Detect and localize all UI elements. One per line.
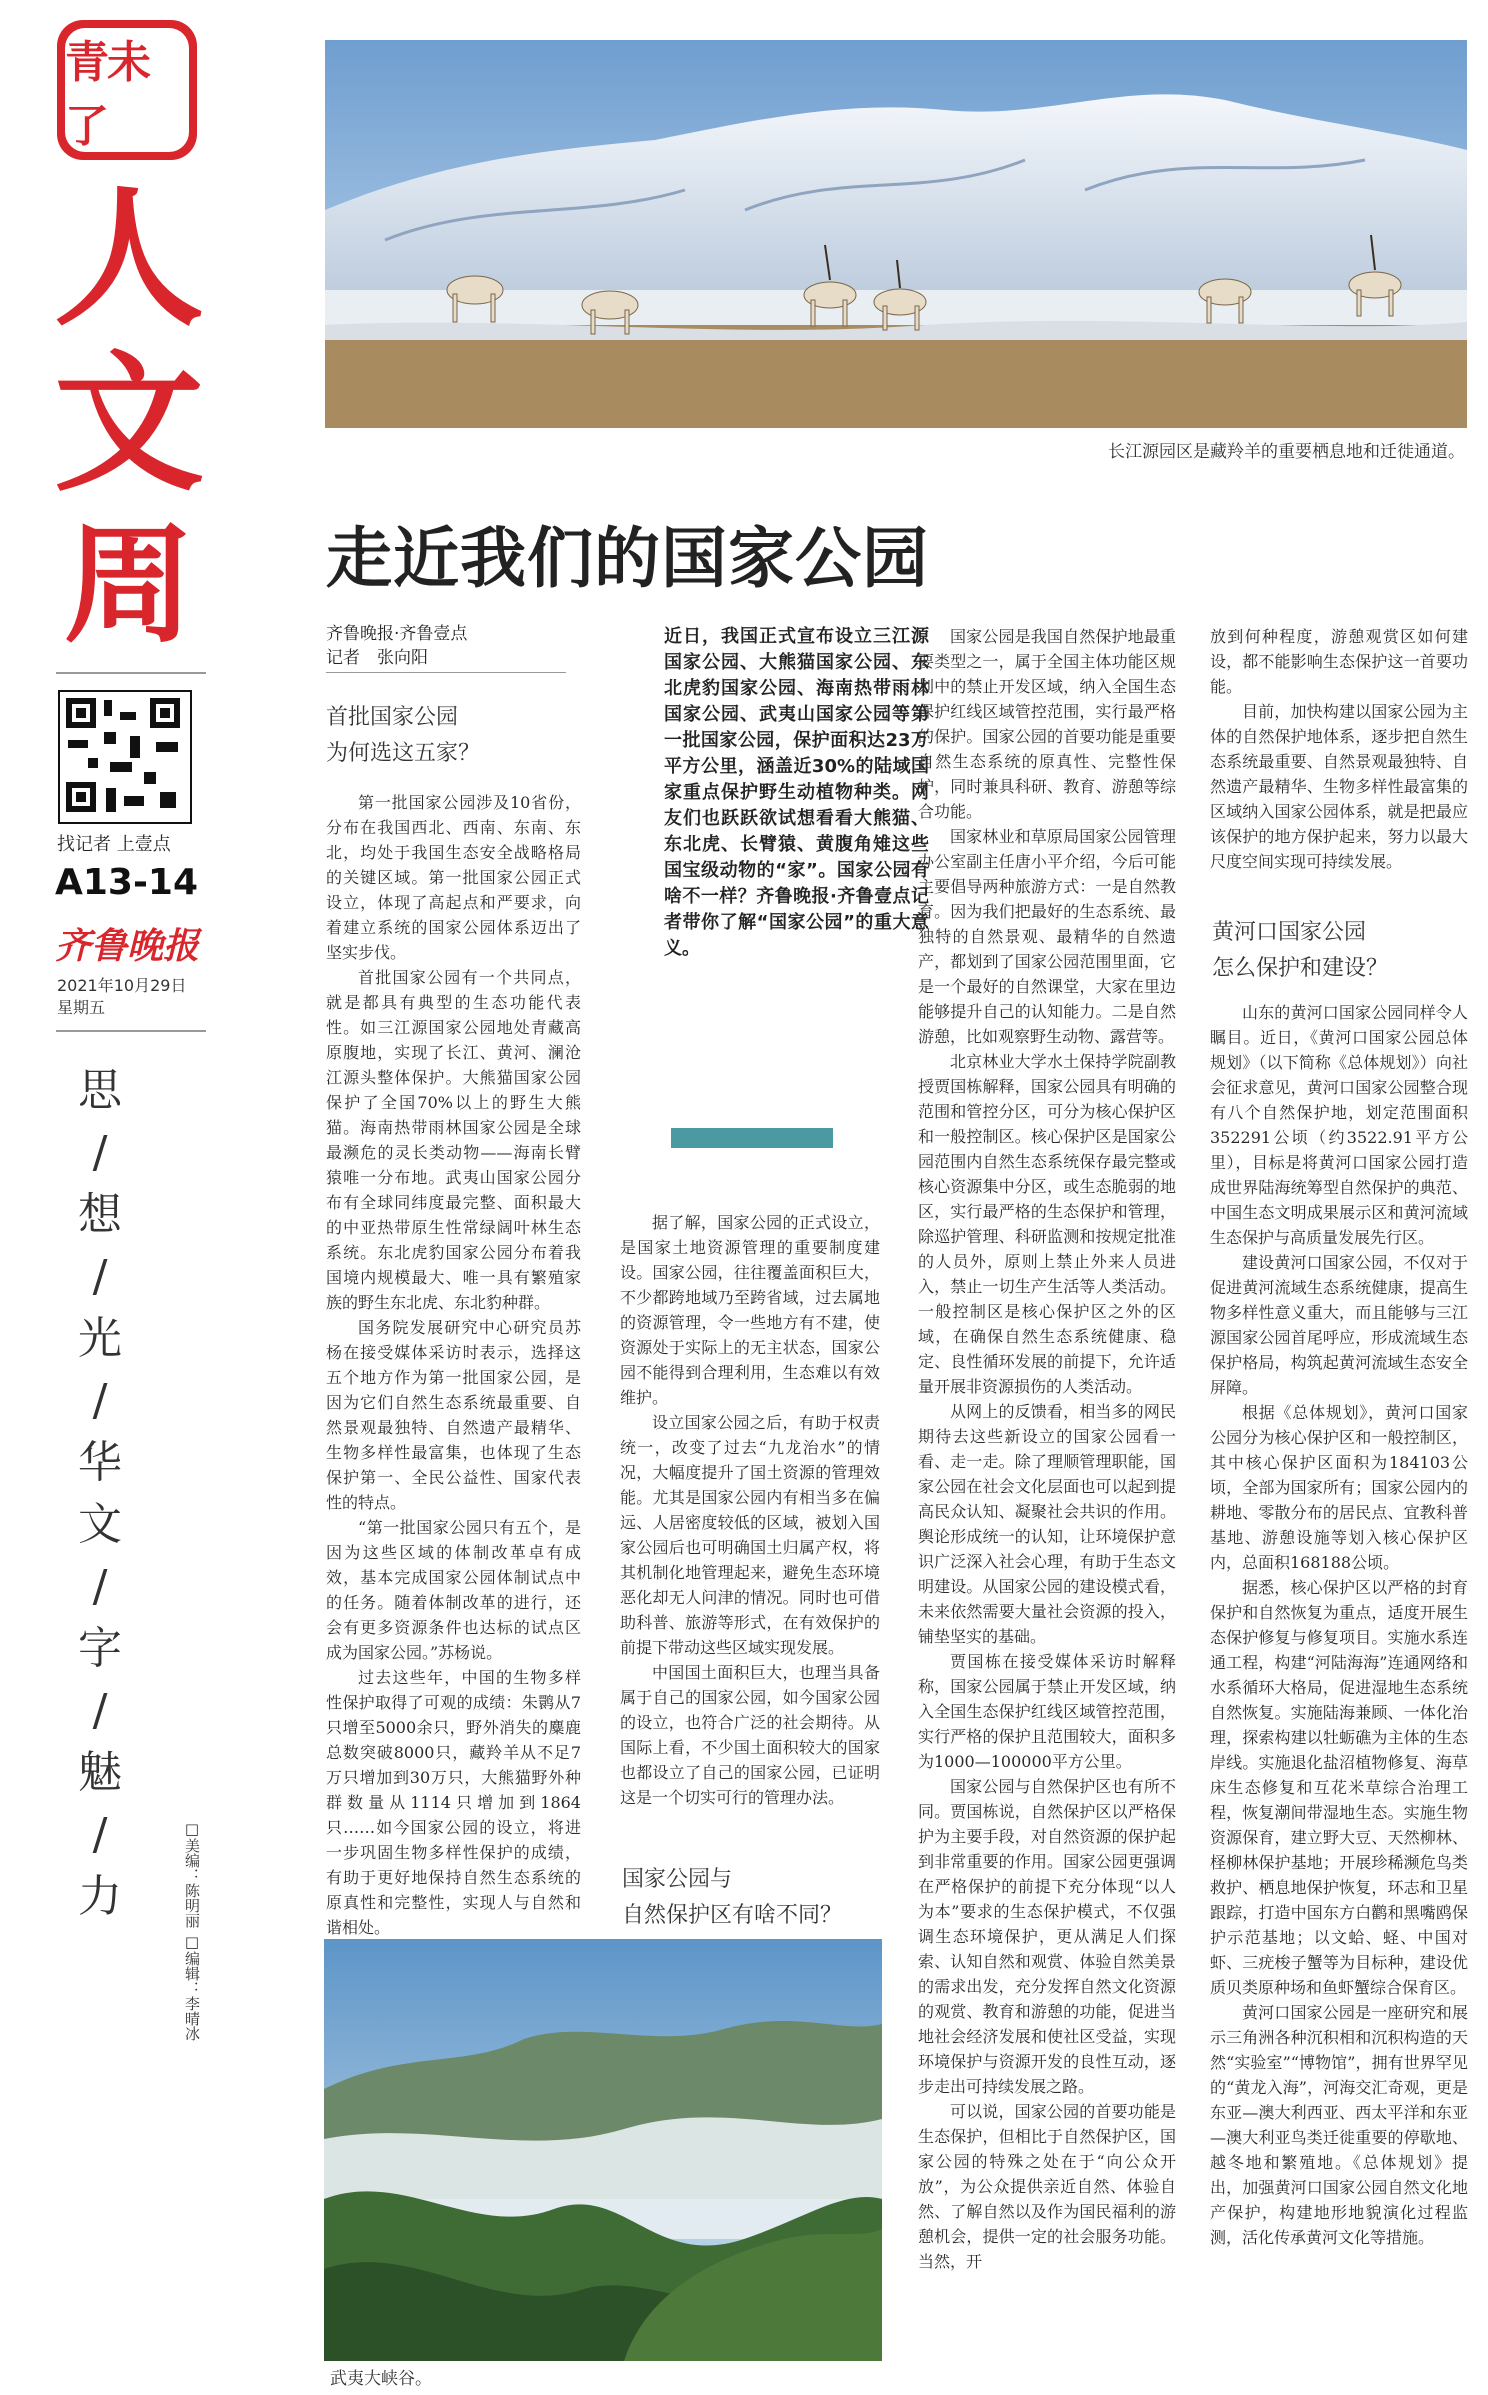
byline-reporter: 记者 张向阳 <box>326 646 566 673</box>
motto-sep: / <box>92 1685 108 1736</box>
masthead-char-3: 周 <box>63 509 194 661</box>
motto-sep: / <box>92 1375 108 1426</box>
paragraph: 放到何种程度，游憩观赏区如何建设，都不能影响生态保护这一首要功能。 <box>1210 627 1468 696</box>
logo <box>57 20 197 160</box>
divider <box>56 1030 206 1032</box>
motto-char: 思 <box>78 1065 122 1116</box>
photo-tibetan-antelopes <box>325 40 1467 428</box>
column-4 <box>1210 624 1468 874</box>
qr-code[interactable] <box>58 690 192 824</box>
subhead-1 <box>326 700 480 772</box>
photo-caption: 长江源园区是藏羚羊的重要栖息地和迁徙通道。 <box>1108 442 1465 462</box>
motto-sep: / <box>92 1251 108 1302</box>
paragraph: 据悉，核心保护区以严格的封育保护和自然恢复为重点，适度开展生态保护修复与修复项目。实施水系连通工程，构建“河陆海海”连通网络和水系循环大格局，促进湿地生态系统自然恢复。实施陆海兼顾、一体化治理，探索构建以牡蛎礁为主体的生态岸线。实施退化盐沼植物修复、海草床生态修复和互花米草综合治理工程，恢复潮间带湿地生态。实施生物资源保育，建立野大豆、天然柳林、柽柳林保护基地；开展珍稀濒危鸟类救护、栖息地保护恢复，环志和卫星跟踪，打造中国东方白鹳和黑嘴鸥保护示范基地；以文蛤、蛏、中国对虾、三疣梭子蟹等为目标种，建设优质贝类原种场和鱼虾蟹综合保育区。 <box>1210 1578 1468 1997</box>
byline <box>326 622 566 673</box>
motto-char: 想 <box>78 1189 122 1240</box>
paragraph: 山东的黄河口国家公园同样令人瞩目。近日，《黄河口国家公园总体规划》（以下简称《总体规划》）向社会征求意见，黄河口国家公园整合现有八个自然保护地，划定范围面积352291公顷（约3522.91平方公里），目标是将黄河口国家公园打造成世界陆海统筹型自然保护的典范、中国生态文明成果展示区和黄河流域生态保护与高质量发展先行区。 <box>1210 1003 1468 1247</box>
page-number: A13-14 <box>55 862 198 903</box>
subhead-3 <box>1212 915 1388 987</box>
article-headline: 走近我们的国家公园 <box>326 520 929 597</box>
paragraph: 国务院发展研究中心研究员苏杨在接受媒体采访时表示，选择这五个地方作为第一批国家公园，是因为它们自然生态系统最重要、自然景观最独特、自然遗产最精华、生物多样性最富集，也体现了生态保护第一、全民公益性、国家代表性的特点。 <box>326 1318 581 1512</box>
qr-label: 找记者 上壹点 <box>57 834 171 855</box>
subhead-line: 国家公园与 <box>622 1867 733 1892</box>
paragraph: 目前，加快构建以国家公园为主体的自然保护地体系，逐步把自然生态系统最重要、自然景观最独特、自然遗产最精华、生物多样性最富集的区域纳入国家公园体系，就是把最应该保护的地方保护起来，努力以最大尺度空间实现可持续发展。 <box>1210 702 1468 871</box>
date-text: 2021年10月29日 <box>57 976 187 995</box>
paragraph: “第一批国家公园只有五个，是因为这些区域的体制改革卓有成效，基本完成国家公园体制试点中的任务。随着体制改革的进行，还会有更多资源条件也达标的试点区成为国家公园。”苏杨说。 <box>326 1518 581 1662</box>
subhead-line: 自然保护区有啥不同？ <box>622 1903 843 1928</box>
logo-text: 青未了 <box>65 37 149 152</box>
weekday-text: 星期五 <box>57 998 106 1017</box>
motto-sep: / <box>92 1127 108 1178</box>
masthead-char-1: 人 <box>53 173 204 347</box>
column-4-continued <box>1210 1000 1468 2250</box>
column-2 <box>620 1210 880 1810</box>
paragraph: 中国国土面积巨大，也理当具备属于自己的国家公园，如今国家公园的设立，也符合广泛的社会期待。从国际上看，不少国土面积较大的国家也都设立了自己的国家公园，已证明这是一个切实可行的管理办法。 <box>620 1663 880 1807</box>
subhead-line: 为何选这五家？ <box>326 741 481 766</box>
subhead-line: 怎么保护和建设？ <box>1212 956 1389 981</box>
paragraph: 首批国家公园有一个共同点，就是都具有典型的生态功能代表性。如三江源国家公园地处青藏高原腹地，实现了长江、黄河、澜沧江源头整体保护。大熊猫国家公园保护了全国70%以上的野生大熊猫。海南热带雨林国家公园是全球最濒危的灵长类动物——海南长臂猿唯一分布地。武夷山国家公园分布有全球同纬度最完整、面积最大的中亚热带原生性常绿阔叶林生态系统。东北虎豹国家公园分布着我国境内规模最大、唯一具有繁殖家族的野生东北虎、东北豹种群。 <box>326 968 581 1312</box>
decorative-bar <box>671 1128 833 1148</box>
subhead-line: 首批国家公园 <box>326 705 459 730</box>
photo-wuyi-canyon <box>324 1939 882 2361</box>
motto-char: 力 <box>78 1871 122 1922</box>
motto-char: 光 <box>78 1313 122 1364</box>
paragraph: 建设黄河口国家公园，不仅对于促进黄河流域生态系统健康，提高生物多样性意义重大，而且能够与三江源国家公园首尾呼应，形成流域生态保护格局，构筑起黄河流域生态安全屏障。 <box>1210 1253 1468 1397</box>
motto-char: 华 <box>78 1437 122 1488</box>
paper-name: 齐鲁晚报 <box>55 925 200 967</box>
photo-caption: 武夷大峡谷。 <box>330 2369 432 2389</box>
paragraph: 国家林业和草原局国家公园管理办公室副主任唐小平介绍，今后可能主要倡导两种旅游方式：一是自然教育。因为我们把最好的生态系统、最独特的自然景观、最精华的自然遗产，都划到了国家公园范围里面，它是一个最好的自然课堂，大家在里边能够提升自己的认知能力。二是自然游憩，比如观察野生动物、露营等。 <box>918 827 1176 1046</box>
subhead-line: 黄河口国家公园 <box>1212 920 1367 945</box>
paragraph: 从网上的反馈看，相当多的网民期待去这些新设立的国家公园看一看、走一走。除了理顺管理职能，国家公园在社会文化层面也可以起到提高民众认知、凝聚社会共识的作用。舆论形成统一的认知，让环境保护意识广泛深入社会心理，有助于生态文明建设。从国家公园的建设模式看，未来依然需要大量社会资源的投入，铺垫坚实的基础。 <box>918 1402 1176 1646</box>
motto <box>60 1060 140 1928</box>
motto-sep: / <box>92 1809 108 1860</box>
byline-outlet: 齐鲁晚报·齐鲁壹点 <box>326 624 468 644</box>
motto-sep: / <box>92 1561 108 1612</box>
subhead-2 <box>622 1862 842 1934</box>
paragraph: 贾国栋在接受媒体采访时解释称，国家公园属于禁止开发区域，纳入全国生态保护红线区域管控范围，实行严格的保护且范围较大，面积多为1000—100000平方公里。 <box>918 1652 1176 1771</box>
column-1 <box>326 790 581 1940</box>
issue-date <box>57 975 186 1019</box>
motto-char: 字 <box>78 1623 122 1674</box>
article-lead: 近日，我国正式宣布设立三江源国家公园、大熊猫国家公园、东北虎豹国家公园、海南热带雨林国家公园、武夷山国家公园等第一批国家公园，保护面积达23万平方公里，涵盖近30%的陆域国家重点保护野生动植物种类。网友们也跃跃欲试想看看大熊猫、东北虎、长臂猿、黄腹角雉这些国宝级动物的“家”。国家公园有啥不一样？齐鲁晚报·齐鲁壹点记者带你了解“国家公园”的重大意义。 <box>664 626 929 959</box>
paragraph: 第一批国家公园涉及10省份，分布在我国西北、西南、东南、东北，均处于我国生态安全战略格局的关键区域。第一批国家公园正式设立，体现了高起点和严要求，向着建立系统的国家公园体系迈出了坚实步伐。 <box>326 793 581 962</box>
paragraph: 根据《总体规划》，黄河口国家公园分为核心保护区和一般控制区，其中核心保护区面积为184103公顷，全部为国家所有；国家公园内的耕地、零散分布的居民点、宜教科普基地、游憩设施等划入核心保护区内，总面积168188公顷。 <box>1210 1403 1468 1572</box>
paragraph: 国家公园与自然保护区也有所不同。贾国栋说，自然保护区以严格保护为主要手段，对自然资源的保护起到非常重要的作用。国家公园更强调在严格保护的前提下充分体现“以人为本”要求的生态保护模式，不仅强调生态环境保护，更从满足人们探索、认知自然和观赏、体验自然美景的需求出发，充分发挥自然文化资源的观赏、教育和游憩的功能，促进当地社会经济发展和使社区受益，实现环境保护与资源开发的良性互动，逐步走出可持续发展之路。 <box>918 1777 1176 2096</box>
motto-char: 文 <box>78 1499 122 1550</box>
landscape-illustration <box>325 40 1467 428</box>
paragraph: 设立国家公园之后，有助于权责统一，改变了过去“九龙治水”的情况，大幅度提升了国土资源的管理效能。尤其是国家公园内有相当多在偏远、人居密度较低的区域，被划入国家公园后也可明确国土归属产权，将其机制化地管理起来，避免生态环境恶化却无人问津的情况。同时也可借助科普、旅游等形式，在有效保护的前提下带动这些区域实现发展。 <box>620 1413 880 1657</box>
paragraph: 国家公园是我国自然保护地最重要类型之一，属于全国主体功能区规划中的禁止开发区域，纳入全国生态保护红线区域管控范围，实行最严格的保护。国家公园的首要功能是重要自然生态系统的原真性、完整性保护，同时兼具科研、教育、游憩等综合功能。 <box>918 627 1176 821</box>
column-3 <box>918 624 1176 2274</box>
masthead-char-2: 文 <box>53 338 204 512</box>
paragraph: 北京林业大学水土保持学院副教授贾国栋解释，国家公园具有明确的范围和管控分区，可分为核心保护区和一般控制区。核心保护区是国家公园范围内自然生态系统保存最完整或核心资源集中分区，或生态脆弱的地区，实行最严格的生态保护和管理，除巡护管理、科研监测和按规定批准的人员外，原则上禁止外来人员进入，禁止一切生产生活等人类活动。一般控制区是核心保护区之外的区域，在确保自然生态系统健康、稳定、良性循环发展的前提下，允许适量开展非资源损伤的人类活动。 <box>918 1052 1176 1396</box>
paragraph: 过去这些年，中国的生物多样性保护取得了可观的成绩：朱鹮从7只增至5000余只，野外消失的麋鹿总数突破8000只，藏羚羊从不足7万只增加到30万只，大熊猫野外种群数量从1114只增加到1864只……如今国家公园的设立，将进一步巩固生物多样性保护的成绩，有助于更好地保持自然生态系统的原真性和完整性，实现人与自然和谐相处。 <box>326 1668 581 1937</box>
paragraph: 可以说，国家公园的首要功能是生态保护，但相比于自然保护区，国家公园的特殊之处在于“向公众开放”，为公众提供亲近自然、体验自然、了解自然以及作为国民福利的游憩机会，提供一定的社会服务功能。当然，开 <box>918 2102 1176 2271</box>
canyon-illustration <box>324 1939 882 2361</box>
paragraph: 黄河口国家公园是一座研究和展示三角洲各种沉积相和沉积构造的天然“实验室”“博物馆”，拥有世界罕见的“黄龙入海”，河海交汇奇观，更是东亚—澳大利西亚、西太平洋和东亚—澳大利亚鸟类迁徙重要的停歇地、越冬地和繁殖地。《总体规划》提出，加强黄河口国家公园自然文化地产保护，构建地形地貌演化过程监测，活化传承黄河文化等措施。 <box>1210 2003 1468 2247</box>
divider <box>56 672 206 674</box>
editor-credits: □美编：陈明丽 □编辑：李晴冰 <box>183 1820 201 2041</box>
motto-char: 魅 <box>78 1747 122 1798</box>
paragraph: 据了解，国家公园的正式设立，是国家土地资源管理的重要制度建设。国家公园，往往覆盖面积巨大，不少都跨地域乃至跨省域，过去属地的资源管理，令一些地方有不建，使资源处于实际上的无主状态，国家公园不能得到合理利用，生态难以有效维护。 <box>620 1213 880 1407</box>
